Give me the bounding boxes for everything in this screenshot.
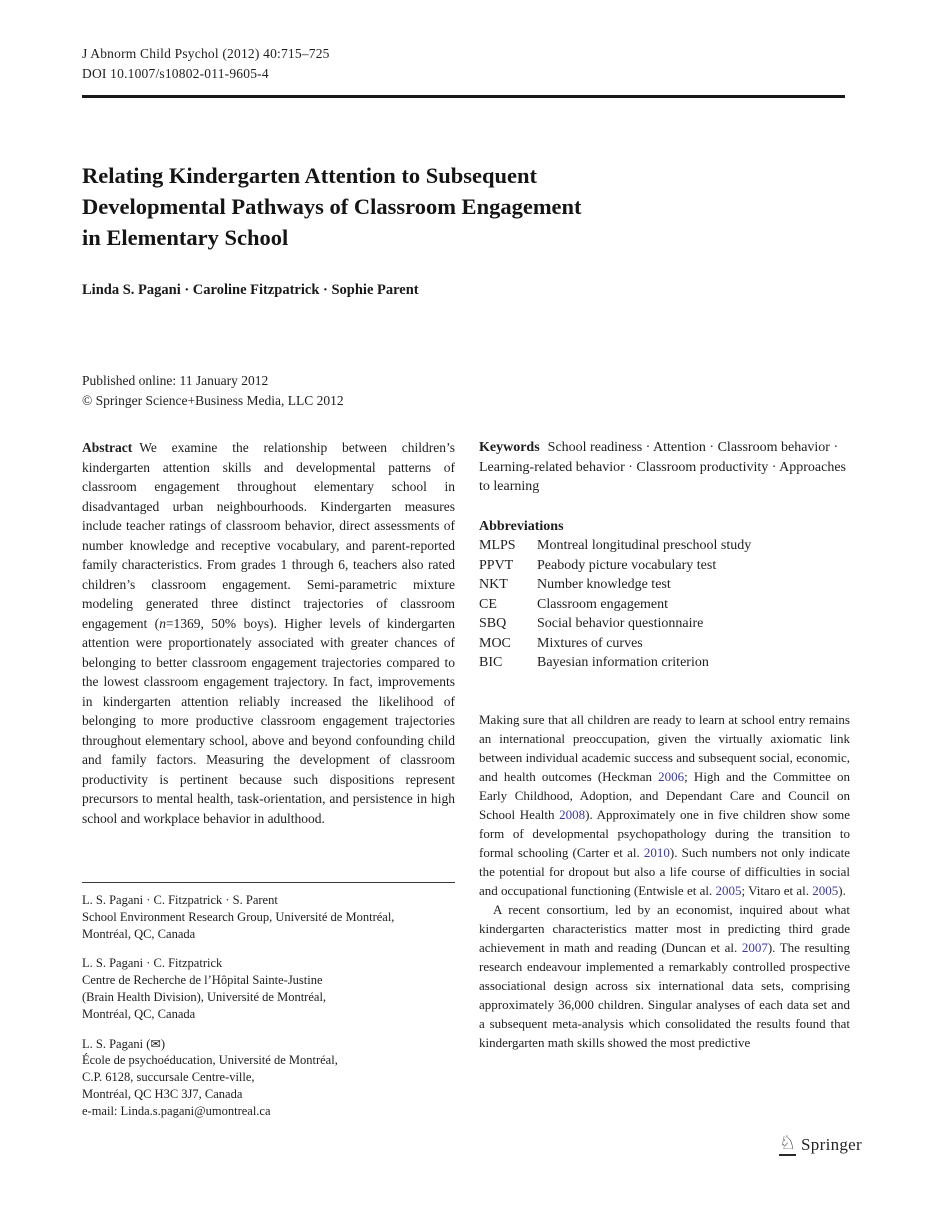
right-column	[479, 438, 850, 1052]
published-online-line: Published online: 11 January 2012	[82, 373, 269, 388]
abbreviation-row	[479, 614, 850, 634]
abbreviation-row	[479, 556, 850, 576]
text-segment: Making sure that all children are ready to learn at school entry remains an international preoccupation, given the virtually axiomatic link between individual academic success and subsequent social, economic, and health outcomes (Heckman	[479, 711, 850, 784]
abbreviation-key: SBQ	[479, 616, 507, 631]
abbreviation-key: BIC	[479, 655, 503, 670]
text-segment: ).	[838, 882, 846, 898]
corresponding-author-line: L. S. Pagani (✉)	[82, 1036, 166, 1051]
affiliation-line: Montréal, QC, Canada	[82, 926, 196, 941]
springer-logo	[779, 1134, 862, 1156]
abbreviation-key: PPVT	[479, 557, 514, 573]
affiliation-block-1	[82, 892, 455, 942]
keywords-label: Keywords	[479, 440, 540, 455]
text-segment: ). Such numbers not only indicate the potential for dropout but also a life course of difficulties in social and occupational functioning (Entwisle et al.	[479, 844, 850, 898]
affiliations-footnote	[82, 882, 455, 1133]
authors-line: Linda S. Pagani · Caroline Fitzpatrick · Sophie Parent	[82, 282, 419, 298]
text-segment: ; High and the Committee on Early Childhood, Adoption, and Dependant Care and Council on School Health	[479, 768, 850, 822]
abstract-paragraph	[82, 438, 455, 828]
abbreviation-definition: Classroom engagement	[537, 596, 669, 612]
citation-link[interactable]: 2007	[741, 939, 768, 955]
journal-header	[82, 44, 330, 84]
text-segment: A recent consortium, led by an economist, inquired about what kindergarten characteristics matter most in predicting third grade achievement in math and reading (Duncan et al.	[479, 901, 850, 955]
abbreviations-list	[479, 536, 850, 673]
abbreviation-row	[479, 575, 850, 595]
citation-link[interactable]: 2005	[715, 882, 742, 898]
text-segment: n	[159, 615, 166, 631]
article-title-line-2: Developmental Pathways of Classroom Engagement	[82, 194, 582, 219]
text-segment: ). Approximately one in five children show some form of developmental psychopathology during the transition to formal schooling (Carter et al.	[479, 806, 851, 860]
abbreviation-row	[479, 653, 850, 673]
citation-link[interactable]: 2008	[559, 806, 586, 822]
citation-link[interactable]: 2006	[658, 768, 685, 784]
header-rule	[82, 95, 845, 98]
abbreviation-key: MLPS	[479, 538, 516, 553]
affiliation-line: École de psychoéducation, Université de Montréal,	[82, 1053, 338, 1068]
citation-link[interactable]: 2005	[812, 882, 839, 898]
article-title-line-1: Relating Kindergarten Attention to Subsequent	[82, 163, 538, 188]
text-segment: =1369, 50% boys). Higher levels of kindergarten attention were proportionately associated with greater chances of belonging to better classroom engagement trajectories compared to the lowest classroom engagement trajectory. In fact, improvements in kindergarten attention reliably increased the likelihood of belonging to more productive classroom engagement trajectories throughout elementary school, above and beyond confounding child and family factors. Measuring the development of classroom productivity is pertinent because such dispositions represent precursors to mental health, task-orientation, and persistence in high school and workplace behavior in adulthood.	[82, 615, 456, 826]
abbreviation-definition: Bayesian information criterion	[537, 655, 709, 670]
text-segment: ). The resulting research endeavour implemented a remarkably controlled prospective associational design across six international data sets, comprising approximately 36,000 children. Singular analyses of each data set and a subsequent meta-analysis which consolidated the results found that kindergarten math skills showed the most predictive	[479, 939, 850, 1050]
abbreviation-definition: Social behavior questionnaire	[537, 616, 704, 631]
affiliation-block-2	[82, 955, 455, 1022]
keywords-text: School readiness · Attention · Classroom behavior · Learning-related behavior · Classroom productivity · Approaches to learning	[479, 440, 846, 494]
affiliation-block-3	[82, 1036, 455, 1120]
abbreviation-key: CE	[479, 596, 497, 612]
affiliation-line: Montréal, QC H3C 3J7, Canada	[82, 1086, 243, 1101]
publication-info	[82, 371, 344, 410]
copyright-line: © Springer Science+Business Media, LLC 2012	[82, 392, 344, 408]
abbreviation-key: MOC	[479, 635, 511, 651]
introduction-text	[479, 710, 850, 1052]
article-title-line-3: in Elementary School	[82, 225, 289, 250]
article-title	[82, 160, 782, 253]
affiliation-line: C.P. 6128, succursale Centre-ville,	[82, 1070, 255, 1085]
abbreviation-definition: Mixtures of curves	[537, 635, 643, 651]
author-email-line: e-mail: Linda.s.pagani@umontreal.ca	[82, 1103, 271, 1118]
abbreviation-key: NKT	[479, 577, 508, 592]
abbreviation-definition: Peabody picture vocabulary test	[537, 557, 717, 573]
affiliation-line: School Environment Research Group, Université de Montréal,	[82, 909, 395, 924]
abbreviation-row	[479, 634, 850, 654]
body-paragraph-1	[479, 710, 850, 900]
affiliation-line: Centre de Recherche de l’Hôpital Sainte-Justine	[82, 973, 323, 988]
text-segment: We examine the relationship between children’s kindergarten attention skills and developmental patterns of classroom engagement throughout elementary school in disadvantaged urban neighbourhoods. Kindergarten measures include teacher ratings of classroom behavior, direct assessments of number knowledge and receptive vocabulary, and parent-reported family characteristics. From grades 1 through 6, teachers also rated children’s classroom engagement. Semi-parametric mixture modeling generated three distinct trajectories of classroom engagement (	[82, 440, 455, 631]
citation-link[interactable]: 2010	[643, 844, 670, 860]
affiliation-line: (Brain Health Division), Université de Montréal,	[82, 989, 327, 1004]
journal-citation: J Abnorm Child Psychol (2012) 40:715–725	[82, 46, 330, 61]
abstract-label: Abstract	[82, 440, 133, 455]
abbreviation-row	[479, 536, 850, 556]
abbreviation-row	[479, 595, 850, 615]
doi-line: DOI 10.1007/s10802-011-9605-4	[82, 66, 269, 81]
affiliations-rule	[82, 882, 455, 883]
left-column	[82, 438, 455, 828]
abbreviation-definition: Number knowledge test	[537, 577, 671, 592]
text-segment: ; Vitaro et al.	[741, 882, 813, 898]
springer-wordmark: Springer	[801, 1135, 862, 1154]
springer-knight-icon: ♘	[779, 1132, 797, 1154]
body-paragraph-2	[479, 900, 850, 1052]
abbreviation-definition: Montreal longitudinal preschool study	[537, 538, 752, 553]
affiliation-line: Montréal, QC, Canada	[82, 1006, 196, 1021]
affiliation-line: L. S. Pagani · C. Fitzpatrick · S. Parent	[82, 893, 278, 907]
affiliation-line: L. S. Pagani · C. Fitzpatrick	[82, 956, 223, 971]
keywords-paragraph	[479, 438, 850, 497]
abbreviations-heading: Abbreviations	[479, 518, 564, 534]
abstract-text	[82, 440, 455, 826]
